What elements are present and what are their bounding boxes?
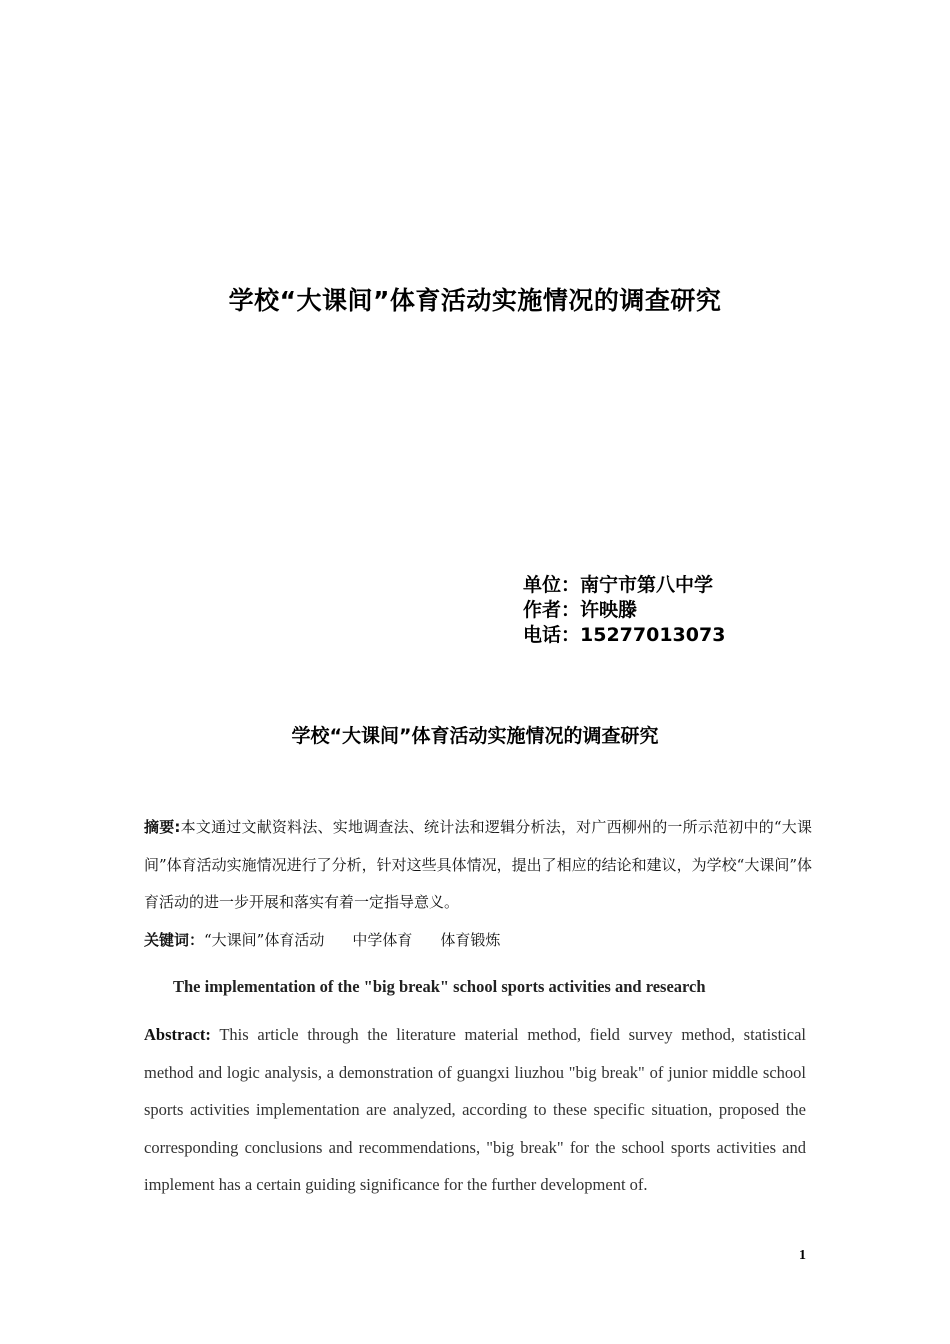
english-abstract: [144, 1016, 806, 1204]
cover-title: 学校“大课间”体育活动实施情况的调查研究: [228, 286, 722, 315]
keyword-item: 体育锻炼: [440, 931, 501, 949]
abstract-label: 摘要:: [144, 818, 181, 836]
english-title: The implementation of the "big break" school sports activities and research: [173, 977, 706, 996]
unit-line: 单位：南宁市第八中学: [523, 574, 714, 596]
author-info-block: [523, 573, 725, 648]
paper-title: 学校“大课间”体育活动实施情况的调查研究: [291, 725, 659, 747]
chinese-abstract: [144, 809, 812, 922]
keyword-item: “大课间”体育活动: [204, 931, 325, 949]
keywords-label: 关键词：: [144, 931, 205, 949]
abstract-text: 本文通过文献资料法、实地调查法、统计法和逻辑分析法，对广西柳州的一所示范初中的“大课间”体育活动实施情况进行了分析，针对这些具体情况，提出了相应的结论和建议，为学校“大课间”体育活动的进一步开展和落实有着一定指导意义。: [144, 818, 813, 911]
keywords-line: [144, 929, 528, 950]
english-abstract-label: Abstract:: [144, 1025, 211, 1044]
page-number: 1: [799, 1248, 806, 1263]
keyword-item: 中学体育: [352, 931, 413, 949]
english-abstract-text: This article through the literature material method, field survey method, statistical method and logic analysis, a demonstration of guangxi liuzhou "big break" of junior middle school sports activities implementation are analyzed, according to these specific situation, proposed the corresponding conclusions and recommendations, "big break" for the school sports activities and implement has a certain guiding significance for the further development of.: [144, 1025, 807, 1194]
author-line: 作者：许映滕: [523, 599, 638, 621]
phone-line: 电话：15277013073: [523, 624, 726, 646]
